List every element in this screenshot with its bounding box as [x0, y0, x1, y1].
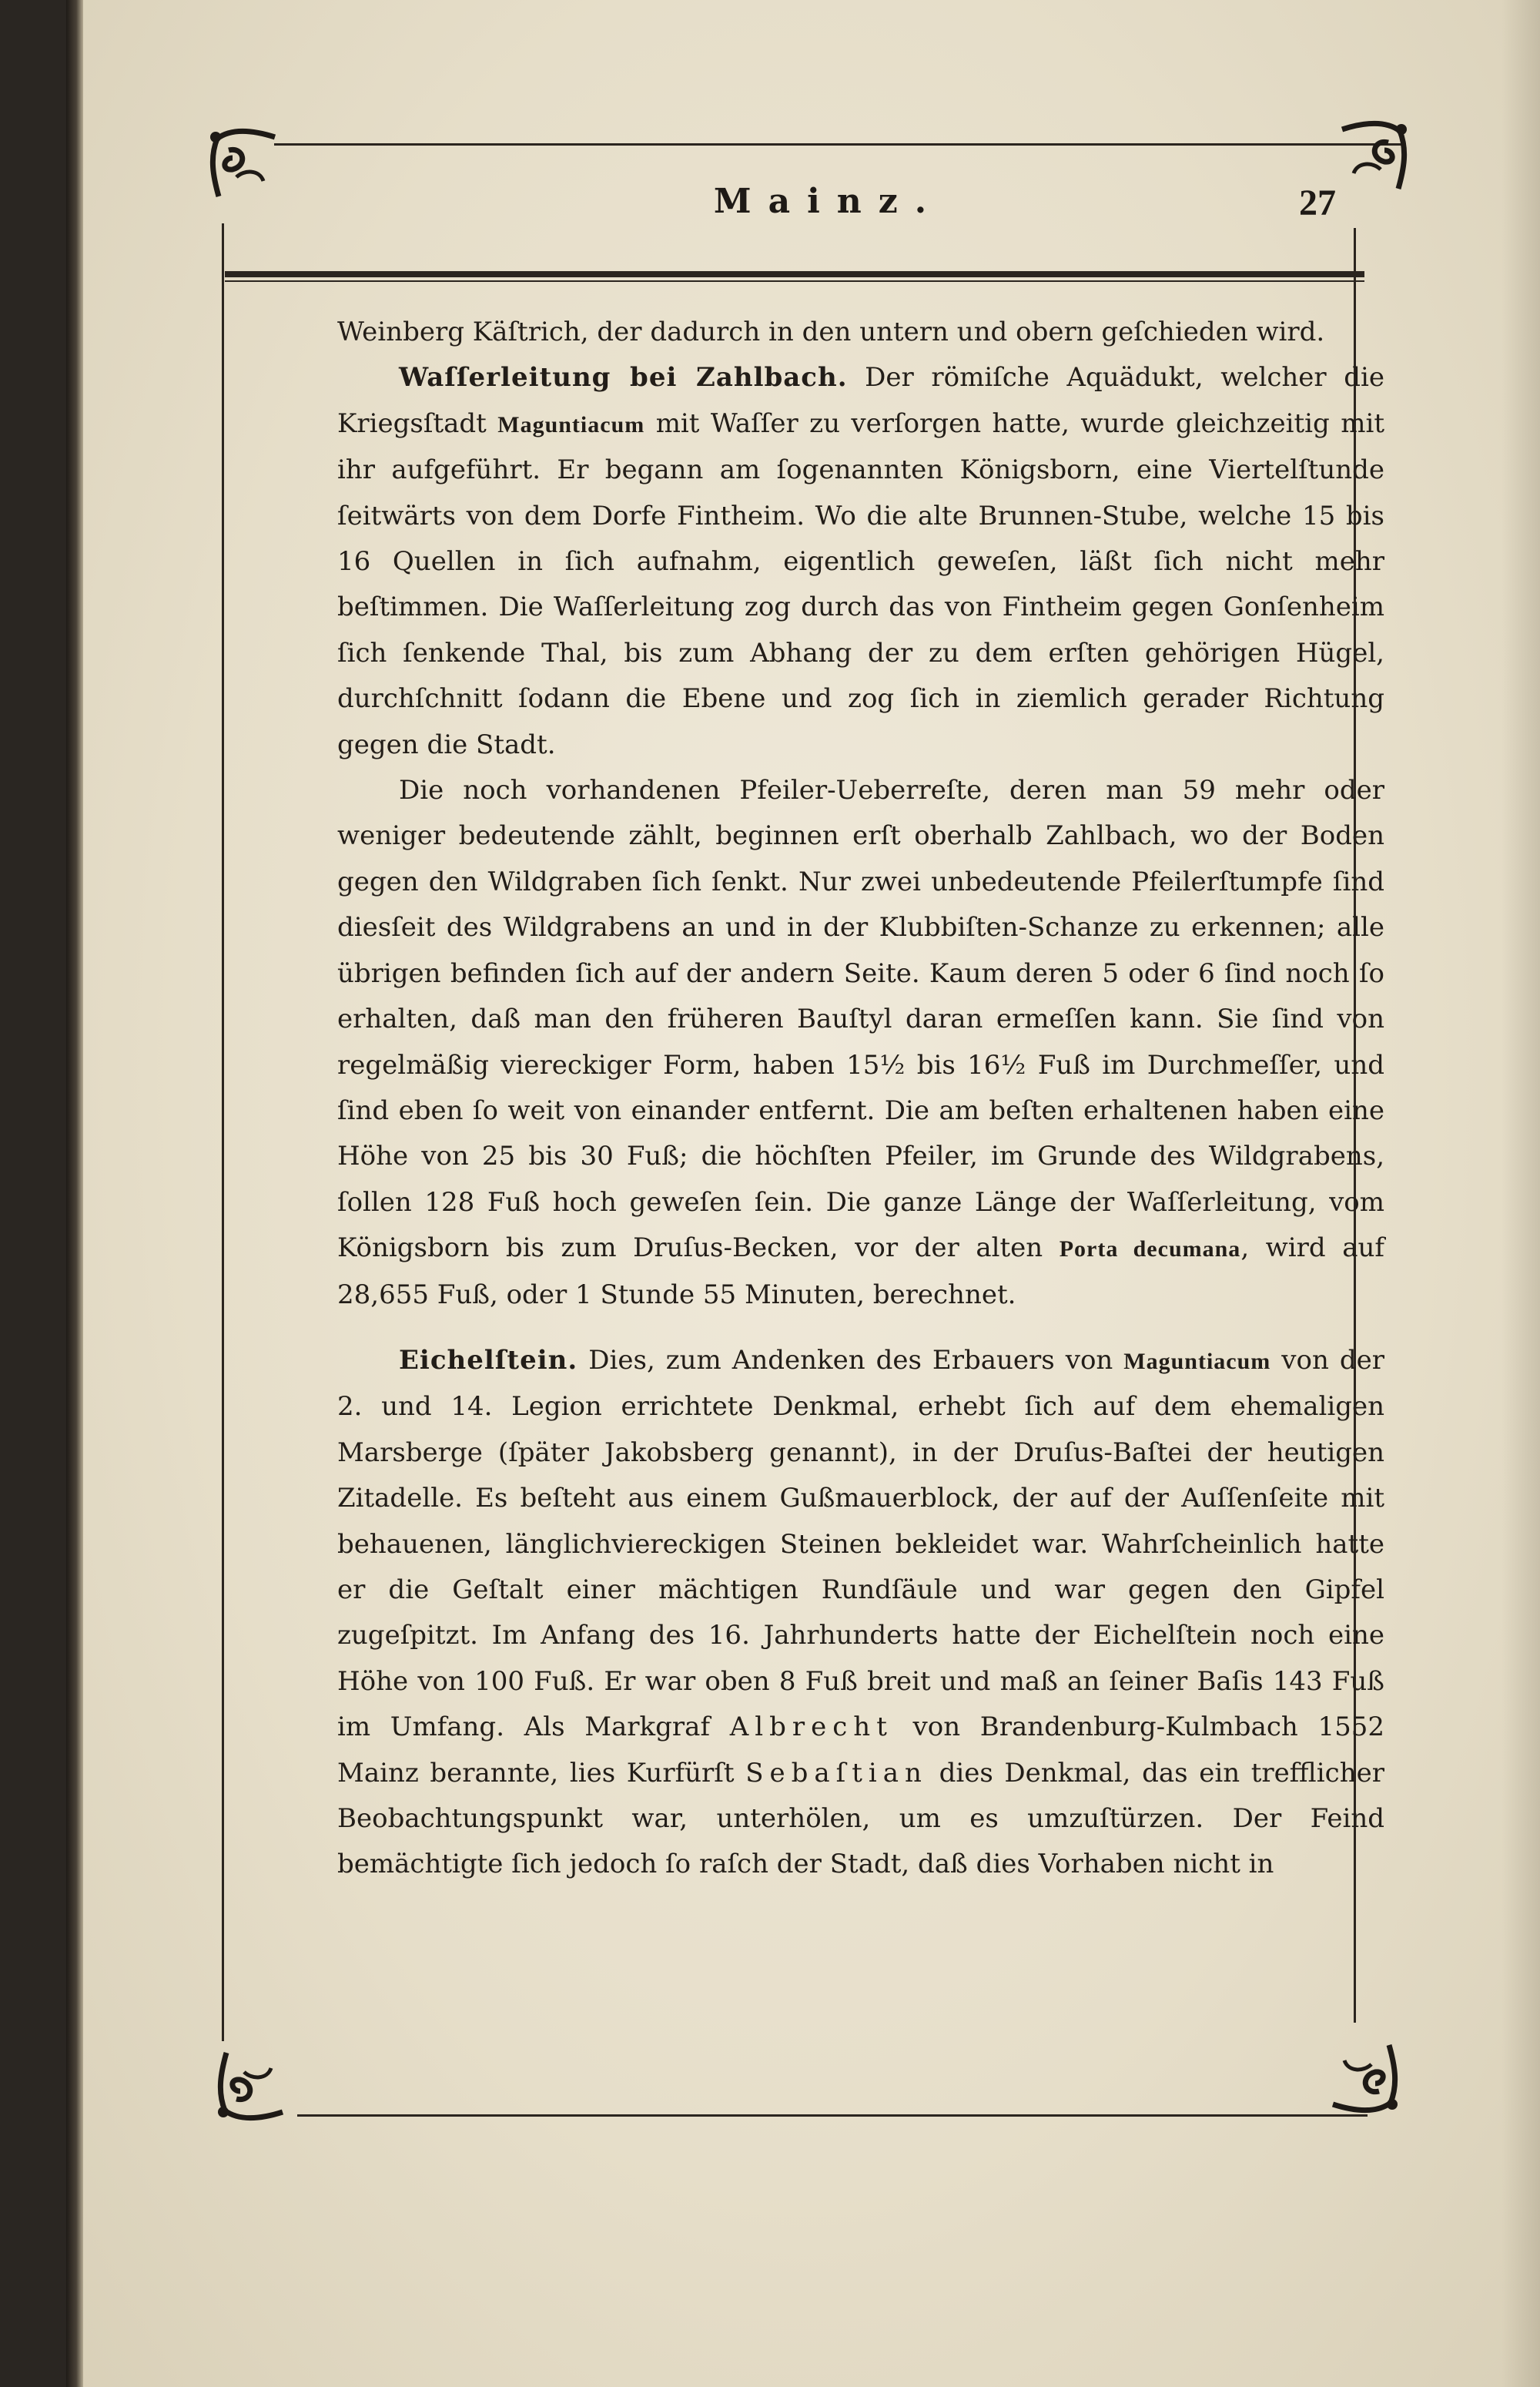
- book-spine-shadow: [66, 0, 83, 2387]
- spaced-name-sebastian: Sebaſtian: [745, 1757, 928, 1789]
- paragraph-text: mit Waſſer zu verſorgen hatte, wurde gleichzeitig mit ihr aufgeführt. Er begann am ſogenannten Königsborn, eine Viertelſtunde ſeitwärts von dem Dorfe Fintheim. Wo die alte Brunnen-Stube, welche 15 bis 16 Quellen in ſich aufnahm, eigentlich geweſen, läßt ſich nicht mehr beſtimmen. Die Waſſerleitung zog durch das von Fintheim gegen Gonſenheim ſich ſenkende Thal, bis zum Abhang der zu dem erſten gehörigen Hügel, durchſchnitt ſodann die Ebene und zog ſich in ziemlich gerader Richtung gegen die Stadt.: [337, 407, 1384, 760]
- paragraph-text: von der 2. und 14. Legion errichtete Denkmal, erhebt ſich auf dem ehemaligen Marsberge (ſpäter Jakobsberg genannt), in der Druſus-Baſtei der heutigen Zitadelle. Es beſteht aus einem Gußmauerblock, der auf der Auſſenſeite mit behauenen, länglichviereckigen Steinen bekleidet war. Wahrſcheinlich hatte er die Geſtalt einer mächtigen Rundſäule und war gegen den Gipfel zugeſpitzt. Im Anfang des 16. Jahrhunderts hatte der Eichelſtein noch eine Höhe von 100 Fuß. Er war oben 8 Fuß breit und maß an ſeiner Baſis 143 Fuß im Umfang. Als Markgraf: [337, 1344, 1384, 1743]
- body-text: [337, 310, 1384, 1888]
- paragraph-wasserleitung: [337, 355, 1384, 768]
- paragraph-continuation: Weinberg Käſtrich, der dadurch in den untern und obern geſchieden wird.: [337, 317, 1325, 347]
- paragraph-text: Die noch vorhandenen Pfeiler-Ueberreſte, deren man 59 mehr oder weniger bedeutende zählt, beginnen erſt oberhalb Zahlbach, wo der Boden gegen den Wildgraben ſich ſenkt. Nur zwei unbedeutende Pfeilerſtumpfe ſind diesſeit des Wildgrabens an und in der Klubbiſten-Schanze zu erkennen; alle übrigen befinden ſich auf der andern Seite. Kaum deren 5 oder 6 ſind noch ſo erhalten, daß man den früheren Bauſtyl daran ermeſſen kann. Sie ſind von regelmäßig viereckiger Form, haben 15½ bis 16½ Fuß im Durchmeſſer, und ſind eben ſo weit von einander entfernt. Die am beſten erhaltenen haben eine Höhe von 25 bis 30 Fuß; die höchſten Pfeiler, im Grunde des Wildgrabens, ſollen 128 Fuß hoch geweſen ſein. Die ganze Länge der Waſſerleitung, vom Königsborn bis zum Druſus-Becken, vor der alten: [337, 775, 1384, 1264]
- flourish-icon: [202, 123, 294, 208]
- latin-term: Porta decumana: [1059, 1236, 1241, 1262]
- paragraph-text: von Brandenburg-Kulmbach 1552 Mainz berannte, lies Kurfürſt: [337, 1711, 1384, 1789]
- section-heading-eichelstein: Eichelſtein.: [399, 1344, 578, 1376]
- frame-top-rule: [274, 143, 1406, 146]
- paragraph-text: , wird auf 28,655 Fuß, oder 1 Stunde 55 Minuten, berechnet.: [337, 1232, 1385, 1310]
- running-head: Mainz.: [713, 182, 944, 221]
- corner-ornament-top-left: [202, 123, 294, 208]
- paragraph-text: Dies, zum Andenken des Erbauers von: [578, 1344, 1124, 1376]
- frame-bottom-rule: [297, 2114, 1368, 2117]
- latin-term: Maguntiacum: [1123, 1348, 1271, 1374]
- paragraph-text: Der römiſche Aquädukt, welcher die Kriegsſtadt: [337, 362, 1384, 439]
- header-thick-rule: [225, 271, 1364, 277]
- spaced-name-albrecht: Albrecht: [729, 1711, 893, 1743]
- page-edge-shadow: [1502, 0, 1540, 2387]
- book-page: [66, 0, 1540, 2387]
- paragraph-text: dies Denkmal, das ein trefflicher Beobachtungspunkt war, unterhölen, um es umzuſtürzen. Der Feind bemächtigte ſich jedoch ſo raſch der Stadt, daß dies Vorhaben nicht in: [337, 1757, 1384, 1880]
- section-heading-wasserleitung: Waſſerleitung bei Zahlbach.: [399, 362, 848, 394]
- header-thin-rule: [225, 280, 1364, 282]
- corner-ornament-bottom-right: [1314, 2033, 1406, 2118]
- flourish-icon: [1314, 2033, 1406, 2118]
- frame-left-rule: [222, 223, 224, 2041]
- page-number: 27: [1299, 183, 1336, 223]
- corner-ornament-bottom-left: [209, 2041, 302, 2126]
- paragraph-eichelstein: [337, 1338, 1384, 1888]
- latin-term: Maguntiacum: [497, 411, 645, 438]
- flourish-icon: [209, 2041, 302, 2126]
- paragraph-pfeiler: [337, 768, 1384, 1318]
